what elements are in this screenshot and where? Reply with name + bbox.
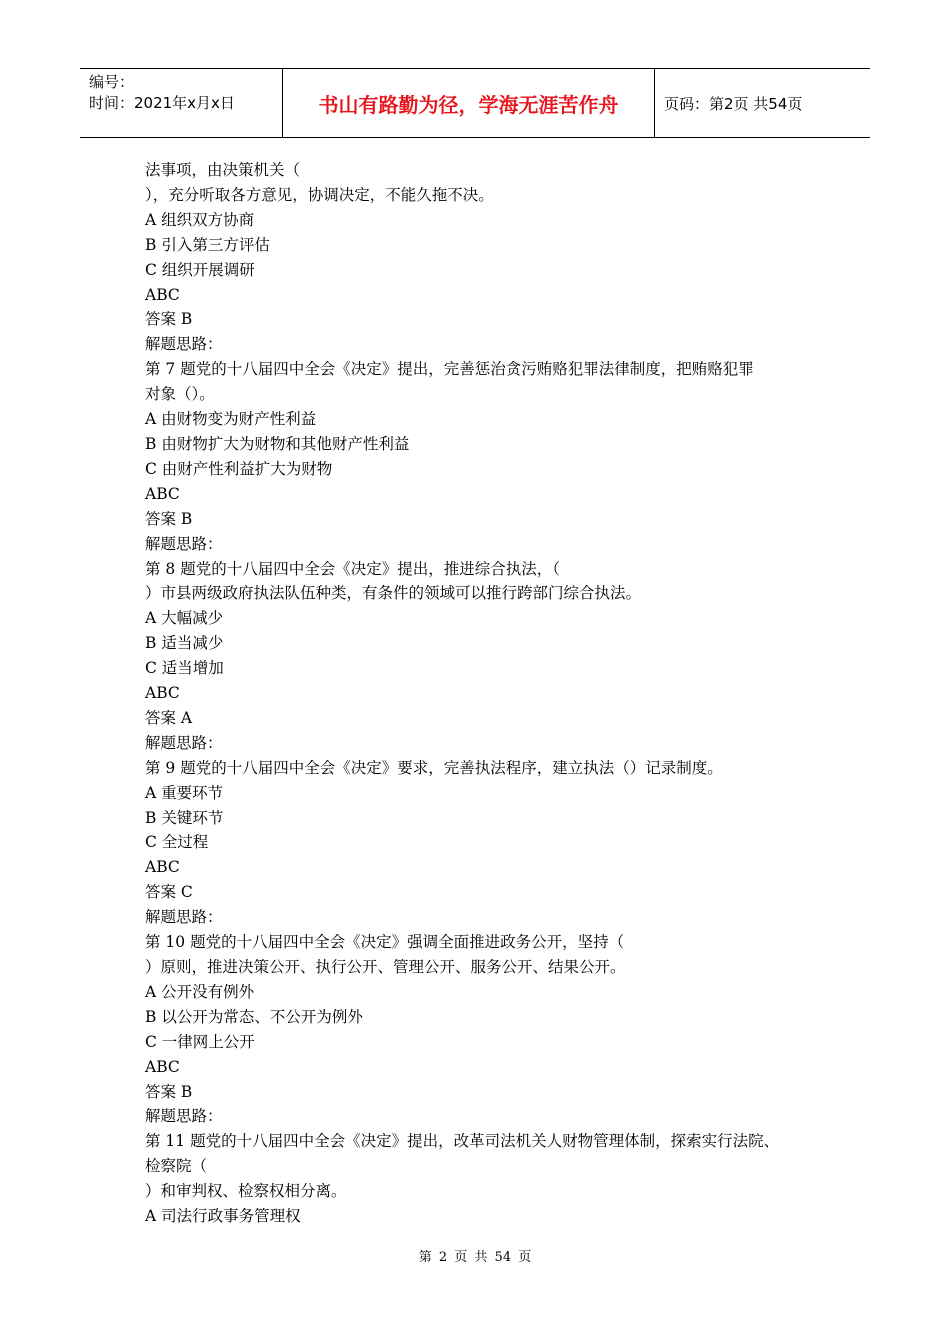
explanation-label: 解题思路：: [145, 1107, 223, 1126]
option-line: A 重要环节: [145, 783, 224, 802]
page-header: [80, 68, 870, 138]
answer-line: 答案 C: [145, 883, 193, 902]
text-line: ）市县两级政府执法队伍种类，有条件的领域可以推行跨部门综合执法。: [145, 584, 642, 603]
explanation-label: 解题思路：: [145, 908, 223, 927]
text-line: ），充分听取各方意见，协调决定，不能久拖不决。: [145, 185, 494, 204]
header-motto: 书山有路勤为径，学海无涯苦作舟: [282, 69, 655, 137]
explanation-label: 解题思路：: [145, 733, 223, 752]
header-page-indicator: 页码：第2页 共54页: [664, 94, 803, 113]
choices-line: ABC: [145, 858, 180, 877]
text-line: 检察院（: [145, 1157, 208, 1176]
explanation-label: 解题思路：: [145, 534, 223, 553]
question-line: 第 11 题党的十八届四中全会《决定》提出，改革司法机关人财物管理体制，探索实行法院、: [145, 1132, 780, 1151]
option-line: C 组织开展调研: [145, 260, 255, 279]
document-body: [145, 158, 825, 1229]
choices-line: ABC: [145, 1057, 180, 1076]
option-line: A 大幅减少: [145, 609, 224, 628]
option-line: C 由财产性利益扩大为财物: [145, 459, 333, 478]
choices-line: ABC: [145, 285, 180, 304]
option-line: A 司法行政事务管理权: [145, 1207, 301, 1226]
answer-line: 答案 B: [145, 1082, 193, 1101]
document-number-label: 编号：: [89, 73, 135, 91]
question-line: 第 9 题党的十八届四中全会《决定》要求，完善执法程序，建立执法（）记录制度。: [145, 758, 723, 777]
header-meta: [80, 69, 282, 137]
answer-line: 答案 B: [145, 509, 193, 528]
answer-line: 答案 B: [145, 310, 193, 329]
page-footer: 第 2 页 共 54 页: [418, 1250, 532, 1265]
text-line: ）和审判权、检察权相分离。: [145, 1182, 347, 1201]
option-line: A 由财物变为财产性利益: [145, 410, 317, 429]
option-line: C 一律网上公开: [145, 1032, 255, 1051]
option-line: B 适当减少: [145, 634, 224, 653]
choices-line: ABC: [145, 484, 180, 503]
option-line: C 全过程: [145, 833, 209, 852]
question-line: 第 8 题党的十八届四中全会《决定》提出，推进综合执法，（: [145, 559, 560, 578]
option-line: A 组织双方协商: [145, 210, 255, 229]
text-line: 对象（）。: [145, 385, 215, 404]
answer-line: 答案 A: [145, 708, 193, 727]
document-date-label: 时间：2021年x月x日: [89, 94, 235, 112]
text-line: ）原则，推进决策公开、执行公开、管理公开、服务公开、结果公开。: [145, 958, 626, 976]
choices-line: ABC: [145, 684, 180, 703]
option-line: C 适当增加: [145, 659, 224, 678]
option-line: B 以公开为常态、不公开为例外: [145, 1007, 363, 1026]
question-line: 第 7 题党的十八届四中全会《决定》提出，完善惩治贪污贿赂犯罪法律制度，把贿赂犯罪: [145, 360, 754, 379]
option-line: B 关键环节: [145, 808, 224, 827]
option-line: B 引入第三方评估: [145, 235, 270, 254]
option-line: B 由财物扩大为财物和其他财产性利益: [145, 434, 410, 453]
explanation-label: 解题思路：: [145, 335, 223, 354]
option-line: A 公开没有例外: [145, 982, 255, 1001]
question-line: 第 10 题党的十八届四中全会《决定》强调全面推进政务公开，坚持（: [145, 933, 625, 952]
text-line: 法事项，由决策机关（: [145, 161, 301, 179]
